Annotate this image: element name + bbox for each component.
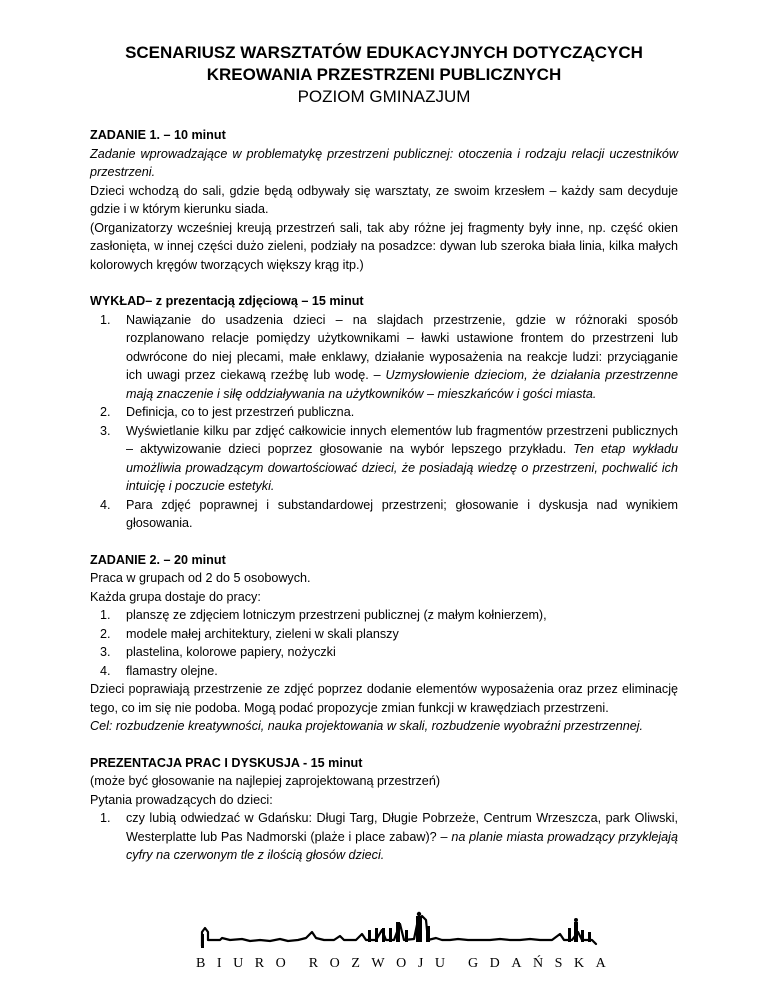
presentation-section: [90, 754, 678, 865]
document-page: [90, 42, 678, 883]
list-item: 1. planszę ze zdjęciem lotniczym przestrzeni publicznej (z małym kołnierzem),: [100, 608, 547, 622]
list-item: 4. flamastry olejne.: [100, 663, 218, 678]
task1-paragraph-2: (Organizatorzy wcześniej kreują przestrzeń sali, tak aby różne jej fragmenty były inne, np. część okien zasłonięta, w innej części dużo zieleni, podziały na posadzce: dywan lub szeroka biała linia, kilka małych kolorowych kręgów tworzących większy krąg itp.): [90, 220, 678, 272]
list-item: 2. modele małej architektury, zieleni w skali planszy: [100, 626, 399, 641]
list-item: 4. Para zdjęć poprawnej i substandardowej przestrzeni; głosowanie i dyskusja nad wynikiem głosowania.: [100, 497, 678, 530]
page-subtitle: POZIOM GMINAZJUM: [297, 87, 471, 106]
list-item: 3. plastelina, kolorowe papiery, nożyczki: [100, 645, 336, 659]
task1-section: [90, 126, 678, 274]
task2-section: [90, 551, 678, 736]
task1-intro: Zadanie wprowadzające w problematykę przestrzeni publicznej: otoczenia i rodzaju relacji uczestników przestrzeni.: [90, 146, 678, 179]
gdansk-skyline-icon: [200, 910, 600, 954]
page-title-line2: KREOWANIA PRZESTRZENI PUBLICZNYCH: [206, 65, 562, 84]
task2-paragraph-3: Dzieci poprawiają przestrzenie ze zdjęć poprzez dodanie elementów wyposażenia oraz przez eliminację tego, co im się nie podoba. Mogą podać propozycje zmian funkcji w krawędziach przestrzeni.: [90, 682, 678, 715]
presentation-paragraph-2: Pytania prowadzących do dzieci:: [90, 792, 273, 807]
list-item: 2. Definicja, co to jest przestrzeń publiczna.: [100, 405, 355, 419]
task1-heading: ZADANIE 1. – 10 minut: [90, 128, 226, 142]
presentation-paragraph-1: (może być głosowanie na najlepiej zaprojektowaną przestrzeń): [90, 774, 441, 788]
task2-list: [90, 606, 678, 680]
task2-paragraph-1: Praca w grupach od 2 do 5 osobowych.: [90, 571, 311, 585]
list-item: 1. Nawiązanie do usadzenia dzieci – na slajdach przestrzenie, gdzie w różnoraki sposób rozplanowano relacje pomiędzy użytkownikami – ławki ustawione frontem do przestrzeni lub odwrócone do niej plecami, małe enklawy, działanie wyposażenia na reakcje ludzi: przyciąganie ich uwagi przez ciekawą rzeźbę lub wodę. – Uzmysłowienie dzieciom, że działania przestrzenne mają znaczenie i siłę oddziaływania na użytkowników – mieszkańców i gości miasta.: [100, 312, 678, 401]
lecture-section: [90, 292, 678, 533]
list-item: 1. czy lubią odwiedzać w Gdańsku: Długi Targ, Długie Pobrzeże, Centrum Wrzeszcza, park Oliwski, Westerplatte lub Pas Nadmorski (plaże i place zabaw)? – na planie miasta prowadzący przyklejają cyfry na czerwonym tle z ilością głosów dzieci.: [100, 811, 678, 862]
lecture-list: [90, 311, 678, 533]
task1-paragraph-1: Dzieci wchodzą do sali, gdzie będą odbywały się warsztaty, ze swoim krzesłem – każdy sam decyduje gdzie i w którym kierunku siada.: [90, 183, 678, 216]
brand-wordmark: B I U R O R O Z W O J U G D A Ń S K A: [196, 956, 606, 971]
task2-paragraph-2: Każda grupa dostaje do pracy:: [90, 589, 261, 604]
page-title-line1: SCENARIUSZ WARSZTATÓW EDUKACYJNYCH DOTYCZĄCYCH: [125, 43, 643, 62]
task2-heading: ZADANIE 2. – 20 minut: [90, 552, 226, 567]
presentation-list: [90, 809, 678, 865]
task2-goal: Cel: rozbudzenie kreatywności, nauka projektowania w skali, rozbudzenie wyobraźni przestrzennej.: [90, 719, 644, 733]
lecture-heading: WYKŁAD– z prezentacją zdjęciową – 15 minut: [90, 294, 364, 308]
presentation-heading: PREZENTACJA PRAC I DYSKUSJA - 15 minut: [90, 755, 363, 770]
list-item: 3. Wyświetlanie kilku par zdjęć całkowicie innych elementów lub fragmentów przestrzeni publicznych – aktywizowanie dzieci poprzez głosowanie na wybór lepszego przykładu. Ten etap wykładu umożliwia prowadzącym dowartościować dzieci, że posiadają wiedzę o przestrzeni, pochwalić ich intuicję i poczucie estetyki.: [100, 423, 678, 493]
